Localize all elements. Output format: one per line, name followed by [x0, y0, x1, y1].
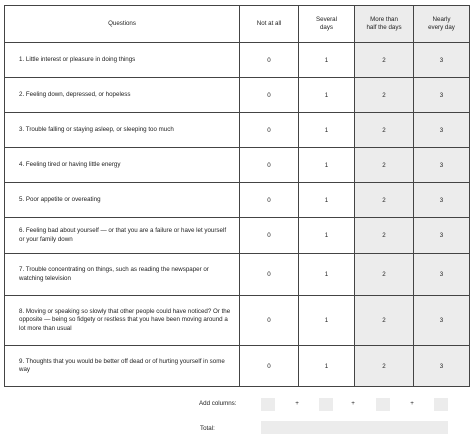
score-cell: 1 — [299, 346, 355, 387]
score-cell: 3 — [414, 183, 470, 218]
score-cell: 0 — [240, 148, 299, 183]
score-cell: 2 — [355, 346, 414, 387]
score-cell: 2 — [355, 43, 414, 78]
score-cell: 3 — [414, 346, 470, 387]
score-cell: 0 — [240, 78, 299, 113]
question-cell: 3. Trouble falling or staying asleep, or sleeping too much — [5, 113, 240, 148]
score-cell: 1 — [299, 183, 355, 218]
header-more-than-half-line2: half the days — [366, 24, 402, 31]
column-sum-field-3[interactable] — [376, 398, 390, 411]
question-cell: 5. Poor appetite or overeating — [5, 183, 240, 218]
score-cell: 2 — [355, 113, 414, 148]
score-cell: 1 — [299, 43, 355, 78]
header-nearly-every-day-line2: every day — [428, 24, 455, 31]
column-sum-field-4[interactable] — [434, 398, 448, 411]
header-nearly-every-day-line1: Nearly — [432, 15, 451, 23]
add-columns-label: Add columns: — [199, 400, 237, 407]
score-cell: 2 — [355, 254, 414, 296]
header-not-at-all-text: Not at all — [256, 19, 282, 27]
score-cell: 0 — [240, 43, 299, 78]
header-questions-text: Questions — [108, 19, 136, 27]
question-cell: 1. Little interest or pleasure in doing things — [5, 43, 240, 78]
question-cell: 6. Feeling bad about yourself — or that you are a failure or have let yourself or your family down — [5, 218, 240, 254]
total-label: Total: — [200, 425, 215, 432]
score-cell: 0 — [240, 346, 299, 387]
question-cell: 7. Trouble concentrating on things, such as reading the newspaper or watching television — [5, 254, 240, 296]
header-several-days-line2: days — [319, 24, 334, 31]
score-cell: 3 — [414, 43, 470, 78]
header-more-than-half-line1: More than — [370, 15, 398, 23]
total-field[interactable] — [261, 421, 448, 434]
score-cell: 1 — [299, 254, 355, 296]
question-cell: 4. Feeling tired or having little energy — [5, 148, 240, 183]
column-sum-field-2[interactable] — [319, 398, 333, 411]
plus-sign: + — [295, 400, 299, 407]
column-sum-field-1[interactable] — [261, 398, 275, 411]
score-cell: 3 — [414, 113, 470, 148]
score-cell: 1 — [299, 218, 355, 254]
score-cell: 0 — [240, 218, 299, 254]
score-cell: 1 — [299, 78, 355, 113]
score-cell: 3 — [414, 148, 470, 183]
header-several-days-line1: Several — [316, 15, 337, 23]
score-cell: 0 — [240, 113, 299, 148]
score-cell: 0 — [240, 296, 299, 346]
question-cell: 2. Feeling down, depressed, or hopeless — [5, 78, 240, 113]
score-cell: 0 — [240, 183, 299, 218]
score-cell: 1 — [299, 113, 355, 148]
question-cell: 9. Thoughts that you would be better off dead or of hurting yourself in some way — [5, 346, 240, 387]
score-cell: 3 — [414, 254, 470, 296]
plus-sign: + — [351, 400, 355, 407]
score-cell: 1 — [299, 148, 355, 183]
score-cell: 3 — [414, 218, 470, 254]
score-cell: 2 — [355, 296, 414, 346]
score-cell: 2 — [355, 218, 414, 254]
score-cell: 2 — [355, 78, 414, 113]
score-cell: 3 — [414, 296, 470, 346]
score-cell: 2 — [355, 148, 414, 183]
plus-sign: + — [410, 400, 414, 407]
question-cell: 8. Moving or speaking so slowly that other people could have noticed? Or the opposite — being so fidgety or restless that you have been moving around a lot more than usual — [5, 296, 240, 346]
score-cell: 2 — [355, 183, 414, 218]
score-cell: 0 — [240, 254, 299, 296]
score-cell: 1 — [299, 296, 355, 346]
score-cell: 3 — [414, 78, 470, 113]
